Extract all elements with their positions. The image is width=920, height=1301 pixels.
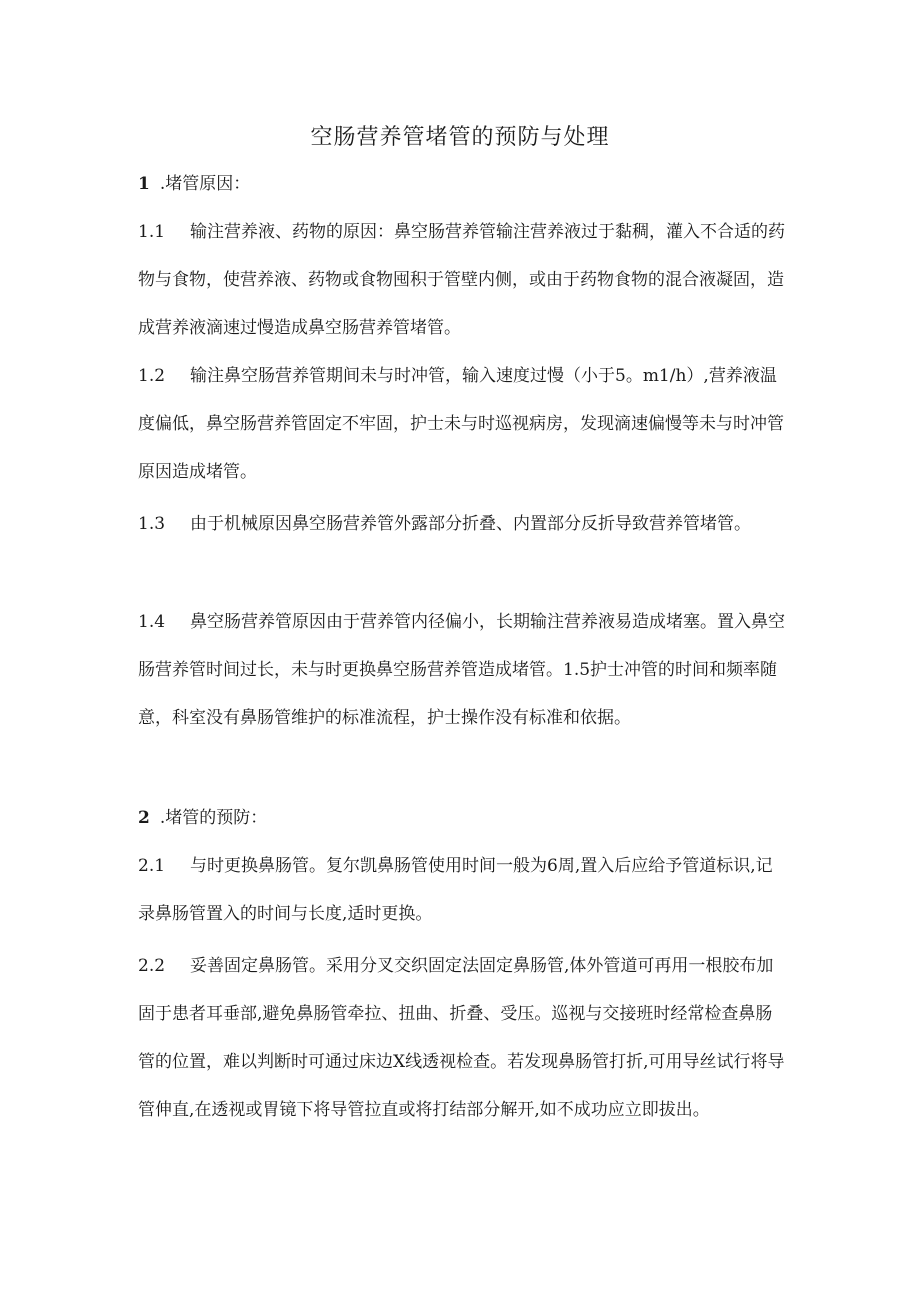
item-number: 1.1: [138, 222, 166, 242]
item-text: 鼻空肠营养管原因由于营养管内径偏小，长期输注营养液易造成堵塞。置入鼻空肠营养管时间过长，未与时更换鼻空肠营养管造成堵管。1.5护士冲管的时间和频率随意，科室没有鼻肠管维护的标准流程，护士操作没有标准和依据。: [138, 612, 785, 728]
section-heading-1: [138, 160, 788, 208]
section-heading-text: .堵管原因：: [159, 174, 251, 194]
paragraph-1-2: [138, 352, 788, 496]
item-number: 1.4: [138, 612, 166, 632]
document-title: 空肠营养管堵管的预防与处理: [310, 125, 610, 150]
paragraph-1-1: [138, 208, 788, 352]
section-number: 1: [138, 174, 150, 194]
paragraph-1-4: [138, 598, 788, 742]
paragraph-2-1: [138, 842, 788, 938]
item-text: 由于机械原因鼻空肠营养管外露部分折叠、内置部分反折导致营养管堵管。: [190, 514, 751, 534]
section-number: 2: [138, 808, 150, 828]
item-number: 1.3: [138, 514, 166, 534]
section-heading-text: .堵管的预防：: [159, 808, 268, 828]
item-text: 输注鼻空肠营养管期间未与时冲管，输入速度过慢（小于5。m1/h）,营养液温度偏低，鼻空肠营养管固定不牢固，护士未与时巡视病房，发现滴速偏慢等未与时冲管原因造成堵管。: [138, 366, 784, 482]
item-number: 2.2: [138, 956, 166, 976]
item-text: 与时更换鼻肠管。复尔凯鼻肠管使用时间一般为6周,置入后应给予管道标识,记录鼻肠管置入的时间与长度,适时更换。: [138, 856, 773, 924]
paragraph-2-2: [138, 942, 788, 1134]
item-text: 输注营养液、药物的原因：鼻空肠营养管输注营养液过于黏稠，灌入不合适的药物与食物，使营养液、药物或食物囤积于管壁内侧，或由于药物食物的混合液凝固，造成营养液滴速过慢造成鼻空肠营养管堵管。: [138, 222, 785, 338]
item-number: 2.1: [138, 856, 166, 876]
section-heading-2: [138, 794, 788, 842]
paragraph-1-3: [138, 500, 788, 548]
item-text: 妥善固定鼻肠管。采用分叉交织固定法固定鼻肠管,体外管道可再用一根胶布加固于患者耳垂部,避免鼻肠管牵拉、扭曲、折叠、受压。巡视与交接班时经常检查鼻肠管的位置，难以判断时可通过床边X线透视检查。若发现鼻肠管打折,可用导丝试行将导管伸直,在透视或胃镜下将导管拉直或将打结部分解开,如不成功应立即拔出。: [138, 956, 785, 1120]
item-number: 1.2: [138, 366, 166, 386]
